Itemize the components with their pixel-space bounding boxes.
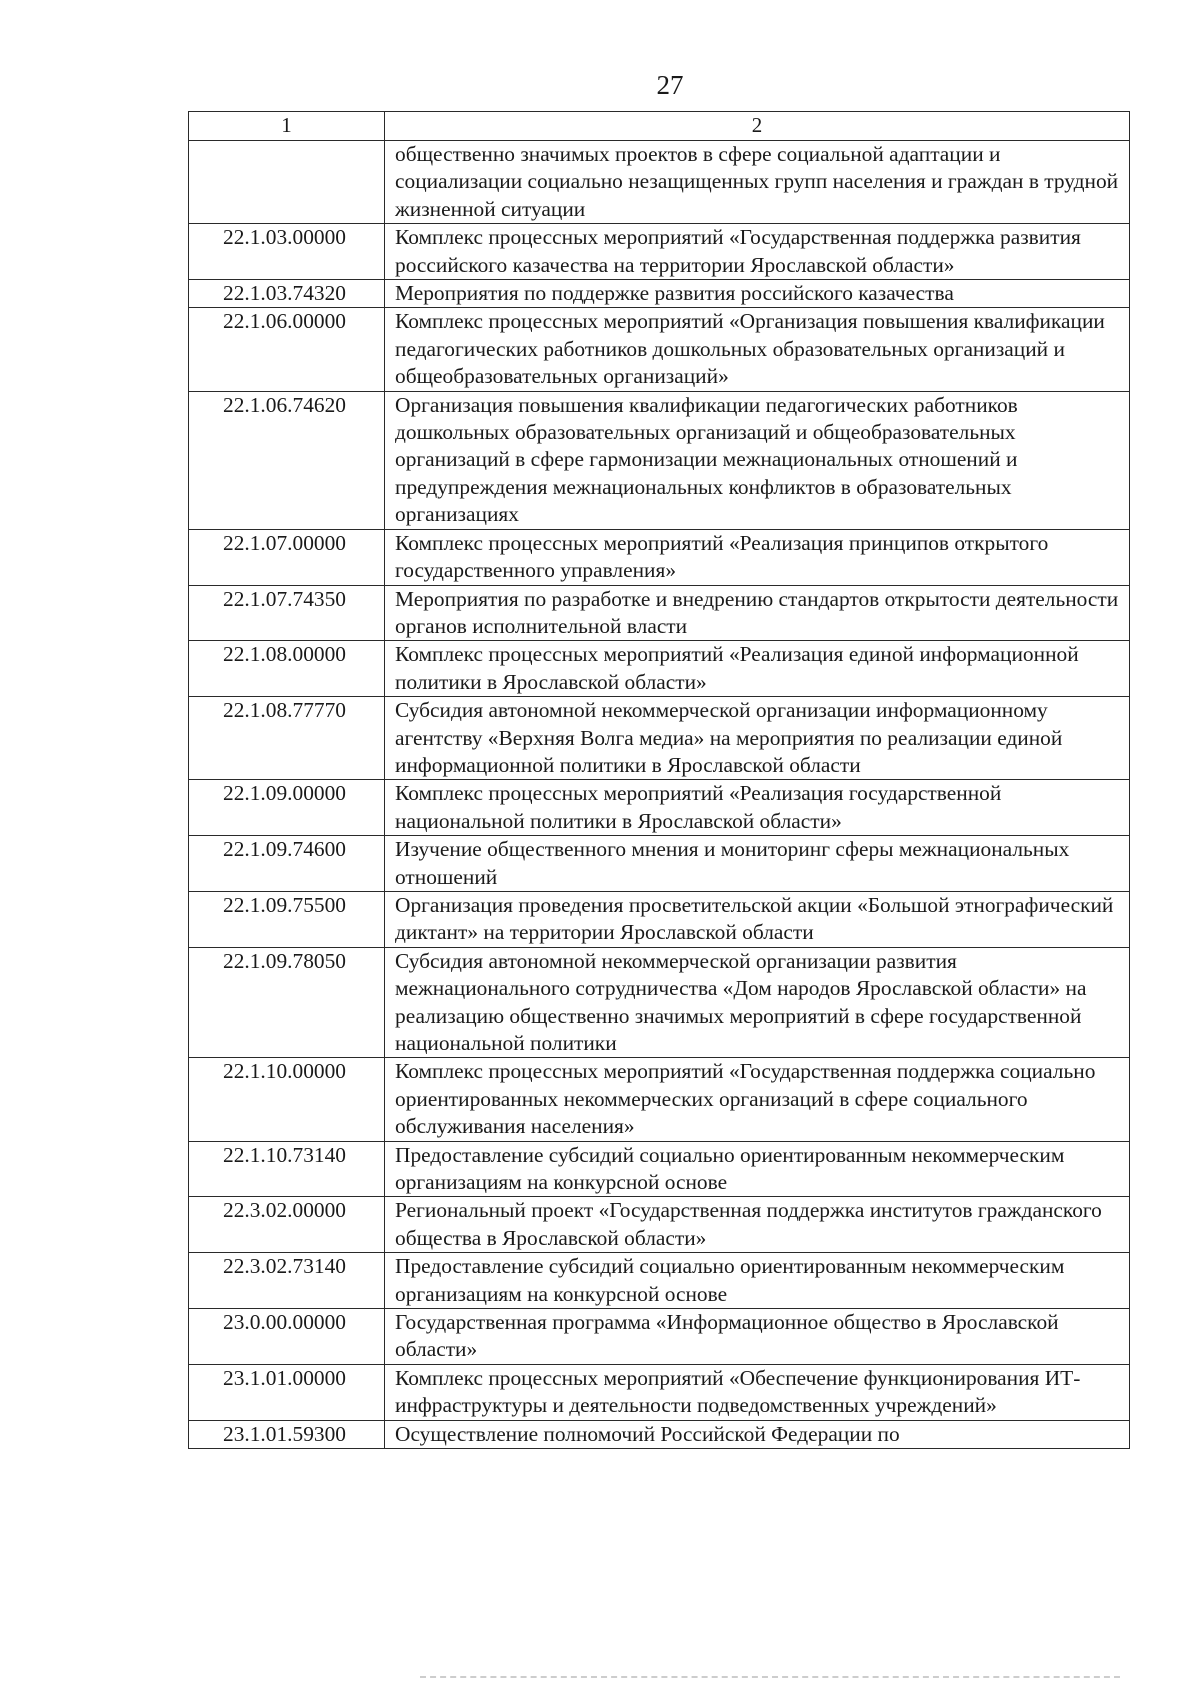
- table-row: [189, 308, 1130, 391]
- row-code: [189, 141, 385, 224]
- table-row: [189, 947, 1130, 1058]
- table-row: [189, 1420, 1130, 1448]
- row-code: 22.3.02.73140: [189, 1253, 385, 1309]
- row-code: 22.1.09.75500: [189, 891, 385, 947]
- budget-code-table: [188, 111, 1130, 1449]
- row-name: Государственная программа «Информационное общество в Ярославской области»: [385, 1309, 1130, 1365]
- table-row: [189, 391, 1130, 529]
- table-row: [189, 1364, 1130, 1420]
- row-name: Субсидия автономной некоммерческой организации развития межнационального сотрудничества «Дом народов Ярославской области» на реализацию общественно значимых мероприятий в сфере государственной национальной политики: [385, 947, 1130, 1058]
- row-name: Организация проведения просветительской акции «Большой этнографический диктант» на территории Ярославской области: [385, 891, 1130, 947]
- row-name: Предоставление субсидий социально ориентированным некоммерческим организациям на конкурсной основе: [385, 1253, 1130, 1309]
- row-name: Изучение общественного мнения и мониторинг сферы межнациональных отношений: [385, 836, 1130, 892]
- table-row: [189, 224, 1130, 280]
- table-row: [189, 697, 1130, 780]
- row-code: 22.3.02.00000: [189, 1197, 385, 1253]
- row-code: 22.1.03.74320: [189, 280, 385, 308]
- row-name: Региональный проект «Государственная поддержка институтов гражданского общества в Ярославской области»: [385, 1197, 1130, 1253]
- row-code: 22.1.03.00000: [189, 224, 385, 280]
- row-code: 22.1.06.74620: [189, 391, 385, 529]
- table-row: [189, 141, 1130, 224]
- row-name: Комплекс процессных мероприятий «Обеспечение функционирования ИТ-инфраструктуры и деятельности подведомственных учреждений»: [385, 1364, 1130, 1420]
- scan-artifact-line: [420, 1676, 1120, 1681]
- table-row: [189, 529, 1130, 585]
- table-row: [189, 891, 1130, 947]
- row-name: Комплекс процессных мероприятий «Государственная поддержка социально ориентированных некоммерческих организаций в сфере социального обслуживания населения»: [385, 1058, 1130, 1141]
- row-code: 22.1.10.73140: [189, 1141, 385, 1197]
- table-header-row: [189, 112, 1130, 141]
- row-name: Комплекс процессных мероприятий «Организация повышения квалификации педагогических работников дошкольных образовательных организаций и общеобразовательных организаций»: [385, 308, 1130, 391]
- row-code: 22.1.09.78050: [189, 947, 385, 1058]
- row-name: общественно значимых проектов в сфере социальной адаптации и социализации социально незащищенных групп населения и граждан в трудной жизненной ситуации: [385, 141, 1130, 224]
- table-row: [189, 585, 1130, 641]
- row-code: 22.1.10.00000: [189, 1058, 385, 1141]
- table-row: [189, 1309, 1130, 1365]
- row-name: Мероприятия по разработке и внедрению стандартов открытости деятельности органов исполнительной власти: [385, 585, 1130, 641]
- row-name: Комплекс процессных мероприятий «Реализация единой информационной политики в Ярославской области»: [385, 641, 1130, 697]
- row-code: 22.1.06.00000: [189, 308, 385, 391]
- column-header-2: 2: [385, 112, 1130, 141]
- table-row: [189, 641, 1130, 697]
- row-code: 22.1.07.00000: [189, 529, 385, 585]
- table-row: [189, 1197, 1130, 1253]
- row-name: Комплекс процессных мероприятий «Государственная поддержка развития российского казачества на территории Ярославской области»: [385, 224, 1130, 280]
- row-code: 23.1.01.00000: [189, 1364, 385, 1420]
- page-number: 27: [656, 70, 684, 100]
- table-row: [189, 1253, 1130, 1309]
- row-code: 22.1.09.00000: [189, 780, 385, 836]
- row-code: 23.1.01.59300: [189, 1420, 385, 1448]
- table-row: [189, 780, 1130, 836]
- row-code: 22.1.09.74600: [189, 836, 385, 892]
- row-code: 23.0.00.00000: [189, 1309, 385, 1365]
- table-row: [189, 280, 1130, 308]
- row-code: 22.1.08.00000: [189, 641, 385, 697]
- table-row: [189, 1141, 1130, 1197]
- row-name: Предоставление субсидий социально ориентированным некоммерческим организациям на конкурсной основе: [385, 1141, 1130, 1197]
- row-name: Комплекс процессных мероприятий «Реализация государственной национальной политики в Ярославской области»: [385, 780, 1130, 836]
- row-name: Осуществление полномочий Российской Федерации по: [385, 1420, 1130, 1448]
- column-header-1: 1: [189, 112, 385, 141]
- row-name: Мероприятия по поддержке развития российского казачества: [385, 280, 1130, 308]
- row-code: 22.1.08.77770: [189, 697, 385, 780]
- row-name: Организация повышения квалификации педагогических работников дошкольных образовательных организаций и общеобразовательных организаций в сфере гармонизации межнациональных отношений и предупреждения межнациональных конфликтов в образовательных организациях: [385, 391, 1130, 529]
- row-name: Комплекс процессных мероприятий «Реализация принципов открытого государственного управления»: [385, 529, 1130, 585]
- row-name: Субсидия автономной некоммерческой организации информационному агентству «Верхняя Волга медиа» на мероприятия по реализации единой информационной политики в Ярославской области: [385, 697, 1130, 780]
- table-row: [189, 1058, 1130, 1141]
- row-code: 22.1.07.74350: [189, 585, 385, 641]
- table-row: [189, 836, 1130, 892]
